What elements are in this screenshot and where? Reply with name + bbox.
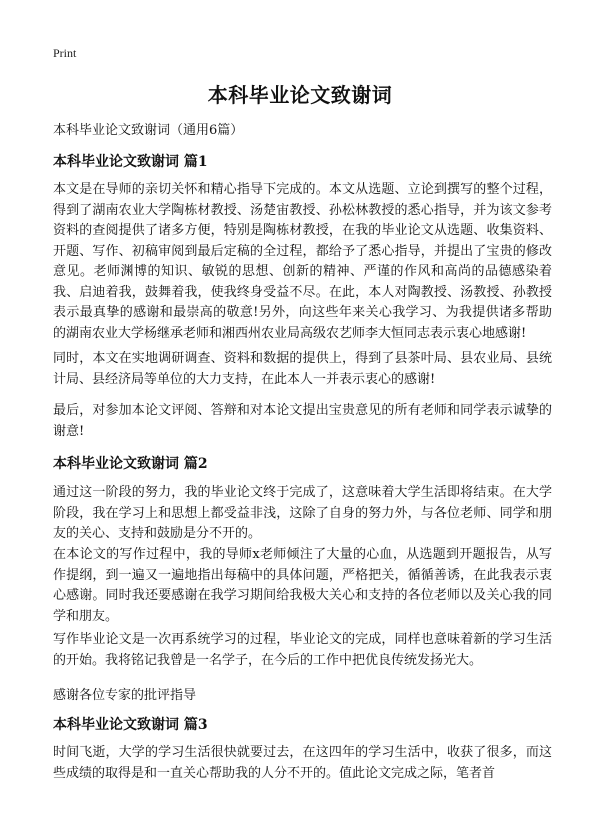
section-1-paragraph-1: 本文是在导师的亲切关怀和精心指导下完成的。本文从选题、立论到撰写的整个过程，得到了湖南农业大学陶栋材教授、汤楚宙教授、孙松林教授的悉心指导，并为该文参考资料的查阅提供了诸多方便，特别是陶栋材教授，在我的毕业论文从选题、收集资料、开题、写作、初稿审阅到最后定稿的全过程，都给予了悉心指导，并提出了宝贵的修改意见。老师渊博的知识、敏锐的思想、创新的精神、严谨的作风和高尚的品德感染着我、启迪着我，鼓舞着我，使我终身受益不尽。在此，本人对陶教授、汤教授、孙教授表示最真挚的感谢和最崇高的敬意!另外，向这些年来关心我学习、为我提供诸多帮助的湖南农业大学杨继承老师和湘西州农业局高级农艺师李大恒同志表示衷心地感谢! xyxy=(53,182,552,341)
section-2-paragraph-2: 在本论文的写作过程中，我的导师x老师倾注了大量的心血，从选题到开题报告，从写作提纲，到一遍又一遍地指出每稿中的具体问题，严格把关，循循善诱，在此我表示衷心感谢。同时我还要感谢在我学习期间给我极大关心和支持的各位老师以及关心我的同学和朋友。 xyxy=(53,547,552,624)
section-heading-3: 本科毕业论文致谢词 篇3 xyxy=(53,717,208,733)
section-2-paragraph-3: 写作毕业论文是一次再系统学习的过程，毕业论文的完成，同样也意味着新的学习生活的开始。我将铭记我曾是一名学子，在今后的工作中把优良传统发扬光大。 xyxy=(53,632,552,668)
section-heading-1: 本科毕业论文致谢词 篇1 xyxy=(53,154,208,170)
section-2-closing-line: 感谢各位专家的批评指导 xyxy=(53,688,197,703)
section-1-paragraph-2: 同时，本文在实地调研调查、资料和数据的提供上，得到了县茶叶局、县农业局、县统计局、县经济局等单位的大力支持，在此本人一并表示衷心的感谢! xyxy=(53,351,552,387)
print-label: Print xyxy=(53,46,77,60)
section-3-paragraph-1: 时间飞逝，大学的学习生活很快就要过去，在这四年的学习生活中，收获了很多，而这些成绩的取得是和一直关心帮助我的人分不开的。值此论文完成之际，笔者首 xyxy=(53,745,552,781)
document-title: 本科毕业论文致谢词 xyxy=(207,83,393,107)
section-2-paragraph-1: 通过这一阶段的努力，我的毕业论文终于完成了，这意味着大学生活即将结束。在大学阶段，我在学习上和思想上都受益非浅，这除了自身的努力外，与各位老师、同学和朋友的关心、支持和鼓励是分不开的。 xyxy=(53,485,552,541)
document-subtitle: 本科毕业论文致谢词（通用6篇） xyxy=(53,123,244,138)
section-1-paragraph-3: 最后，对参加本论文评阅、答辩和对本论文提出宝贵意见的所有老师和同学表示诚挚的谢意! xyxy=(53,403,552,439)
section-heading-2: 本科毕业论文致谢词 篇2 xyxy=(53,456,208,472)
